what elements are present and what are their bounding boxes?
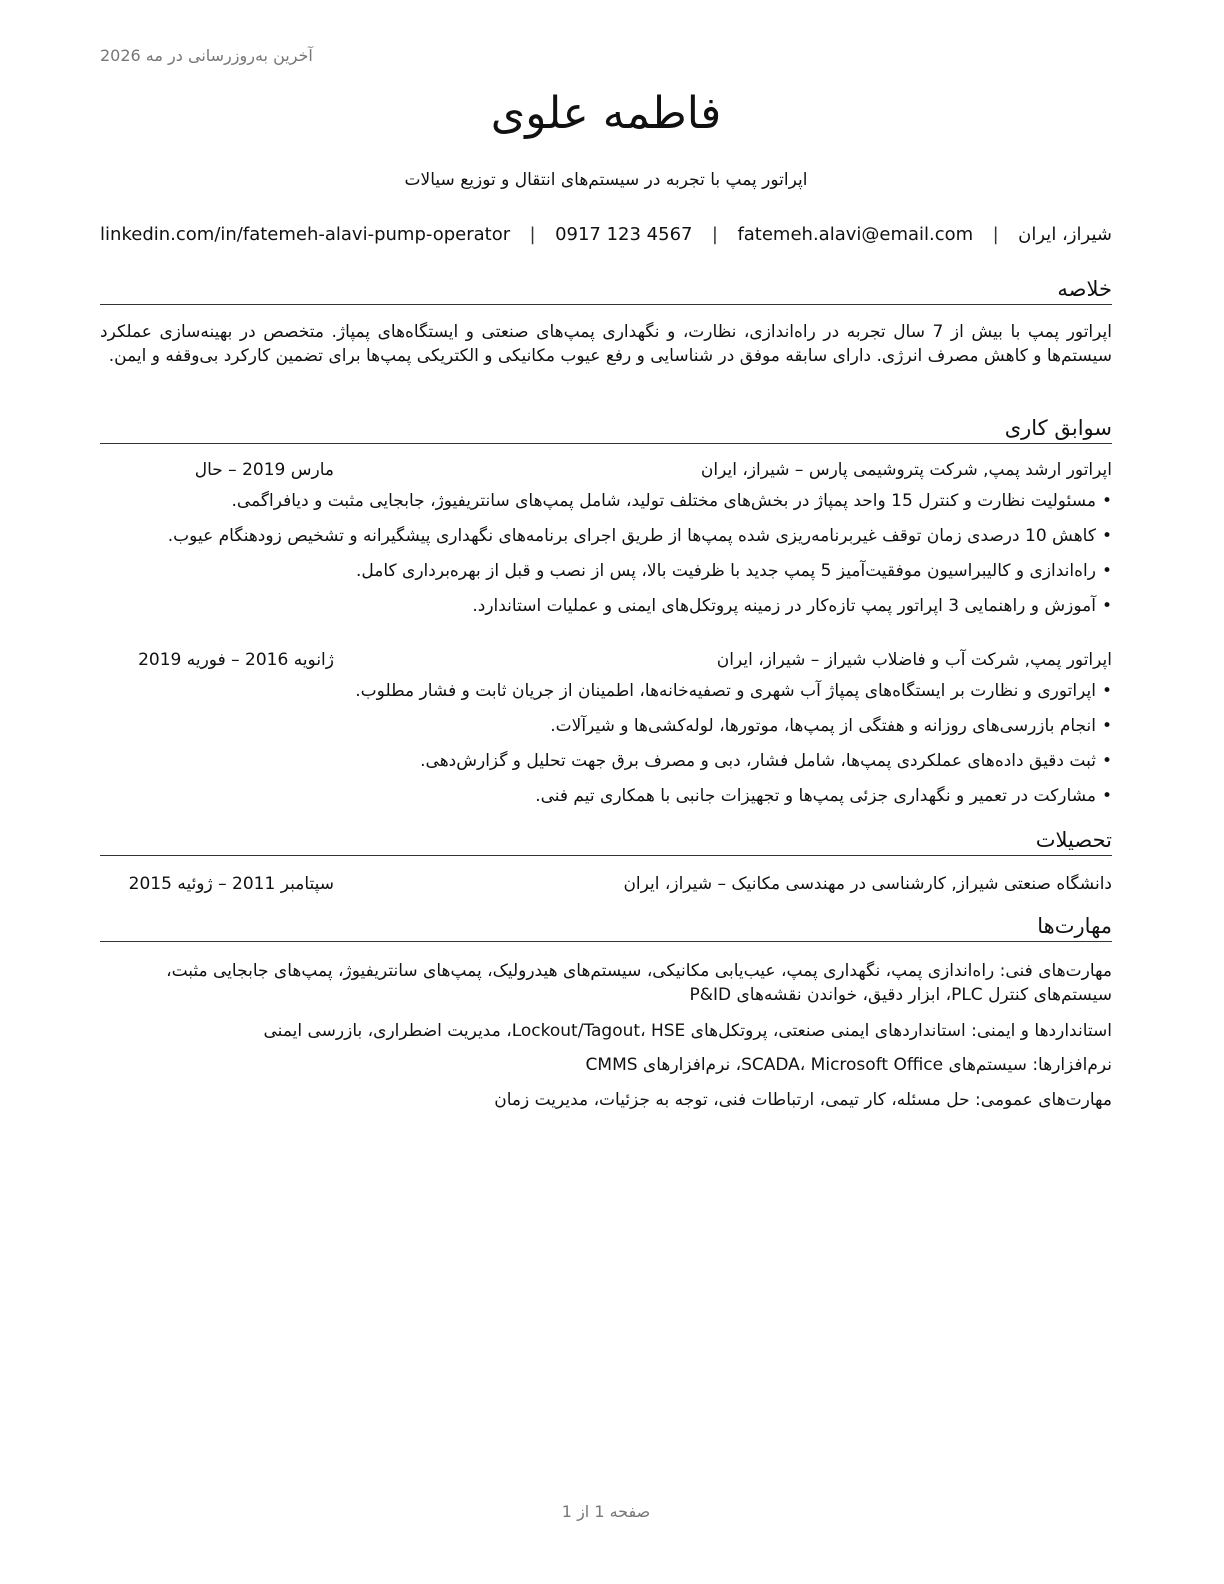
contact-location: شیراز، ایران bbox=[1018, 224, 1112, 245]
section-title-summary: خلاصه bbox=[100, 276, 1112, 305]
bullet-icon: • bbox=[1101, 526, 1112, 546]
contact-separator: | bbox=[711, 224, 718, 245]
skills-general: مهارت‌های عمومی: حل مسئله، کار تیمی، ارتباطات فنی، توجه به جزئیات، مدیریت زمان bbox=[494, 1090, 1112, 1110]
contact-separator: | bbox=[529, 224, 536, 245]
job-title: اپراتور پمپ, شرکت آب و فاضلاب شیراز – شیراز، ایران bbox=[716, 650, 1112, 670]
list-item: •اپراتوری و نظارت بر ایستگاه‌های پمپاژ آب شهری و تصفیه‌خانه‌ها، اطمینان از جریان ثابت و فشار مطلوب. bbox=[355, 681, 1112, 701]
last-updated-note: آخرین به‌روزرسانی در مه 2026 bbox=[100, 46, 313, 65]
skills-software: نرم‌افزارها: سیستم‌های SCADA، Microsoft Office، نرم‌افزارهای CMMS bbox=[585, 1055, 1112, 1075]
candidate-name: فاطمه علوی bbox=[490, 88, 722, 139]
contact-linkedin[interactable]: linkedin.com/in/fatemeh-alavi-pump-operator bbox=[100, 224, 511, 245]
bullet-icon: • bbox=[1101, 716, 1112, 736]
candidate-tagline: اپراتور پمپ با تجربه در سیستم‌های انتقال و توزیع سیالات bbox=[404, 170, 808, 190]
list-item: •راه‌اندازی و کالیبراسیون موفقیت‌آمیز 5 پمپ جدید با ظرفیت بالا، پس از نصب و قبل از بهره‌برداری کامل. bbox=[355, 561, 1112, 581]
bullet-icon: • bbox=[1101, 491, 1112, 511]
list-item: •ثبت دقیق داده‌های عملکردی پمپ‌ها، شامل فشار، دبی و مصرف برق جهت تحلیل و گزارش‌دهی. bbox=[420, 751, 1112, 771]
bullet-icon: • bbox=[1101, 561, 1112, 581]
bullet-icon: • bbox=[1101, 751, 1112, 771]
contact-line bbox=[100, 224, 1112, 245]
bullet-icon: • bbox=[1101, 596, 1112, 616]
job-title: اپراتور ارشد پمپ, شرکت پتروشیمی پارس – شیراز، ایران bbox=[700, 460, 1112, 480]
job-bullets bbox=[90, 489, 1112, 629]
bullet-icon: • bbox=[1101, 681, 1112, 701]
skills-safety: استانداردها و ایمنی: استانداردهای ایمنی صنعتی، پروتکل‌های Lockout/Tagout، HSE، مدیریت اضطراری، بازرسی ایمنی bbox=[263, 1021, 1112, 1041]
job-bullets bbox=[90, 679, 1112, 819]
skills-technical: مهارت‌های فنی: راه‌اندازی پمپ، نگهداری پمپ، عیب‌یابی مکانیکی، سیستم‌های هیدرولیک، پمپ‌های سانتریفیوژ، پمپ‌های جابجایی مثبت، سیستم‌های کنترل PLC، ابزار دقیق، خواندن نقشه‌های P&ID bbox=[166, 961, 1112, 1005]
section-title-experience: سوابق کاری bbox=[100, 415, 1112, 444]
summary-text: اپراتور پمپ با بیش از 7 سال تجربه در راه‌اندازی، نظارت، و نگهداری پمپ‌های صنعتی و ایستگاه‌های پمپاژ. متخصص در بهینه‌سازی عملکرد سیستم‌ها و کاهش مصرف انرژی. دارای سابقه موفق در شناسایی و رفع عیوب مکانیکی و الکتریکی پمپ‌ها برای تضمین کارکرد بی‌وقفه و ایمن. bbox=[100, 322, 1112, 366]
contact-phone: 0917 123 4567 bbox=[555, 224, 693, 245]
bullet-icon: • bbox=[1101, 786, 1112, 806]
list-item: •کاهش 10 درصدی زمان توقف غیربرنامه‌ریزی شده پمپ‌ها از طریق اجرای برنامه‌های نگهداری پیشگیرانه و تشخیص زودهنگام عیوب. bbox=[167, 526, 1112, 546]
contact-separator: | bbox=[992, 224, 999, 245]
list-item: •مسئولیت نظارت و کنترل 15 واحد پمپاژ در بخش‌های مختلف تولید، شامل پمپ‌های سانتریفیوژ، جابجایی مثبت و دیافراگمی. bbox=[231, 491, 1112, 511]
section-title-education: تحصیلات bbox=[100, 827, 1112, 856]
job-dates: مارس 2019 – حال bbox=[194, 460, 334, 480]
resume-page bbox=[100, 0, 1112, 1584]
section-title-skills: مهارت‌ها bbox=[100, 913, 1112, 942]
contact-email[interactable]: fatemeh.alavi@email.com bbox=[737, 224, 974, 245]
education-title: دانشگاه صنعتی شیراز, کارشناسی در مهندسی مکانیک – شیراز، ایران bbox=[623, 874, 1112, 894]
education-dates: سپتامبر 2011 – ژوئیه 2015 bbox=[128, 874, 334, 894]
list-item: •مشارکت در تعمیر و نگهداری جزئی پمپ‌ها و تجهیزات جانبی با همکاری تیم فنی. bbox=[535, 786, 1112, 806]
list-item: •انجام بازرسی‌های روزانه و هفتگی از پمپ‌ها، موتورها، لوله‌کشی‌ها و شیرآلات. bbox=[550, 716, 1112, 736]
page-number: صفحه 1 از 1 bbox=[561, 1502, 651, 1521]
list-item: •آموزش و راهنمایی 3 اپراتور پمپ تازه‌کار در زمینه پروتکل‌های ایمنی و عملیات استاندارد. bbox=[472, 596, 1112, 616]
job-dates: ژانویه 2016 – فوریه 2019 bbox=[138, 650, 334, 670]
